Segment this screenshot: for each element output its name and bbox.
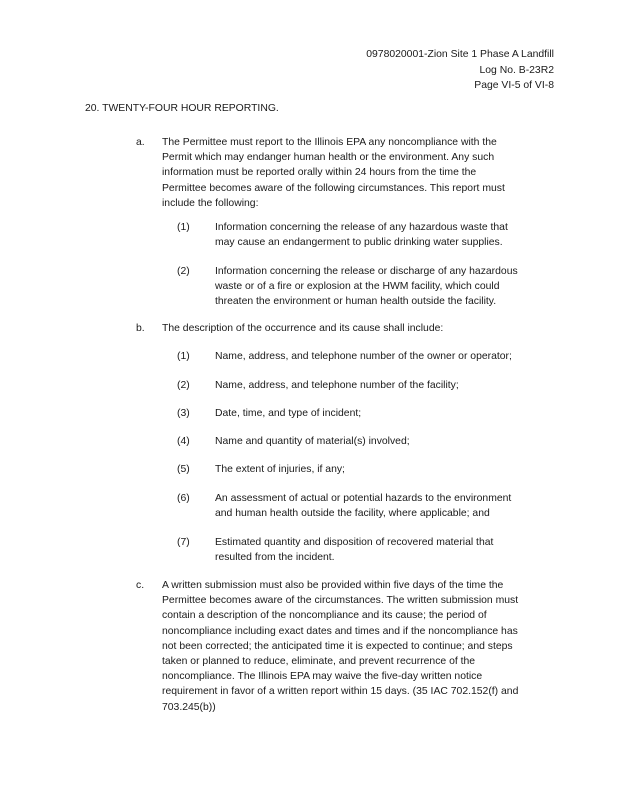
list-item xyxy=(215,462,555,477)
item-number: (5) xyxy=(177,464,190,475)
text-line: Permittee becomes aware of the circumstances. The written submission must xyxy=(162,595,519,607)
text-line: contain a description of the noncompliance and its cause; the period of xyxy=(162,610,487,622)
header-log-number: Log No. B-23R2 xyxy=(479,64,554,76)
list-item xyxy=(215,491,555,521)
text-line: not been corrected; the anticipated time it is expected to continue; and steps xyxy=(162,640,513,652)
list-item xyxy=(215,434,555,449)
header-page-number: Page VI-5 of VI-8 xyxy=(474,80,554,91)
item-number: (2) xyxy=(177,380,190,391)
text-line: information must be reported orally within 24 hours from the time the xyxy=(162,167,477,179)
page-header xyxy=(366,47,554,94)
para-c-label: c. xyxy=(136,580,145,591)
section-title: 20. TWENTY-FOUR HOUR REPORTING. xyxy=(85,103,279,114)
text-line: Name, address, and telephone number of the owner or operator; xyxy=(215,351,512,362)
text-line: Name and quantity of material(s) involved; xyxy=(215,436,410,447)
text-line: Permit which may endanger human health or the environment. Any such xyxy=(162,152,495,164)
list-item xyxy=(215,349,555,364)
text-line: 703.245(b)) xyxy=(162,701,216,713)
text-line: Date, time, and type of incident; xyxy=(215,408,362,419)
text-line: Estimated quantity and disposition of recovered material that xyxy=(215,537,494,548)
para-c-text xyxy=(162,578,554,715)
text-line: The extent of injuries, if any; xyxy=(215,464,345,475)
item-number: (7) xyxy=(177,537,190,548)
para-b-text: The description of the occurrence and its cause shall include: xyxy=(162,323,444,334)
text-line: The Permittee must report to the Illinois EPA any noncompliance with the xyxy=(162,137,497,148)
text-line: A written submission must also be provided within five days of the time the xyxy=(162,580,504,591)
text-line: may cause an endangerment to public drinking water supplies. xyxy=(215,237,503,249)
text-line: Information concerning the release of any hazardous waste that xyxy=(215,222,508,233)
list-item xyxy=(215,535,555,565)
text-line: noncompliance. The Illinois EPA may waive the five-day written notice xyxy=(162,671,483,683)
item-number: (4) xyxy=(177,436,190,447)
list-item xyxy=(215,378,555,393)
item-number: (3) xyxy=(177,408,190,419)
text-line: Permittee becomes aware of the following circumstances. This report must xyxy=(162,182,505,194)
text-line: noncompliance including exact dates and times and if the noncompliance has xyxy=(162,625,518,637)
item-number: (6) xyxy=(177,493,190,504)
item-number: (2) xyxy=(177,266,190,277)
text-line: Name, address, and telephone number of the facility; xyxy=(215,380,459,391)
list-item xyxy=(215,264,555,310)
list-item xyxy=(215,220,555,250)
text-line: waste or of a fire or explosion at the HWM facility, which could xyxy=(215,281,500,293)
text-line: include the following: xyxy=(162,197,259,209)
para-b-label: b. xyxy=(136,323,145,334)
text-line: Information concerning the release or discharge of any hazardous xyxy=(215,266,518,277)
text-line: threaten the environment or human health outside the facility. xyxy=(215,296,497,308)
text-line: and human health outside the facility, where applicable; and xyxy=(215,508,490,520)
item-number: (1) xyxy=(177,222,190,233)
para-a-label: a. xyxy=(136,137,145,148)
text-line: requirement in favor of a written report within 15 days. (35 IAC 702.152(f) and xyxy=(162,686,519,698)
header-site-line: 0978020001-Zion Site 1 Phase A Landfill xyxy=(366,49,554,60)
item-number: (1) xyxy=(177,351,190,362)
text-line: resulted from the incident. xyxy=(215,552,335,564)
text-line: An assessment of actual or potential hazards to the environment xyxy=(215,493,512,504)
para-a-text xyxy=(162,135,552,211)
list-item xyxy=(215,406,555,421)
text-line: taken or planned to reduce, eliminate, and prevent recurrence of the xyxy=(162,656,476,668)
